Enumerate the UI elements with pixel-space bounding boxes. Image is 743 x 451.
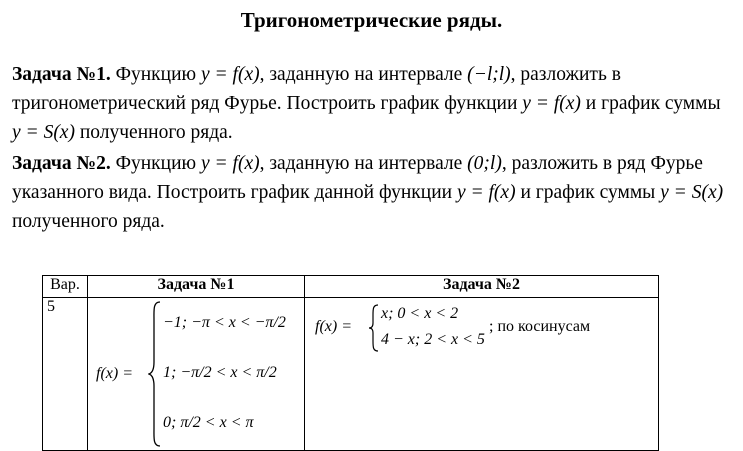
task-2-suffix: ; по косинусам — [489, 318, 591, 335]
formula-y-f-x: y = f(x) — [200, 153, 260, 174]
task-2-text — [12, 149, 734, 236]
task-1-part-4: и график суммы — [580, 93, 721, 114]
formula-y-f-x: y = f(x) — [522, 93, 581, 114]
task-2-part-1: Функцию — [110, 153, 201, 174]
header-task-1: Задача №1 — [88, 276, 305, 298]
task-2-lhs: f(x) = — [315, 318, 352, 335]
left-brace-icon — [148, 300, 162, 448]
interval-minus-l-l: (−l;l) — [467, 64, 511, 85]
task-2-label: Задача №2. — [12, 153, 111, 174]
left-brace-icon — [368, 303, 380, 353]
task-1-lhs: f(x) = — [96, 365, 133, 382]
task-1-part-3: , разложить в тригонометрический ряд Фурье. Построить график функции — [12, 64, 621, 114]
task-1-case-3: 0; π/2 < x < π — [163, 414, 254, 431]
task-2-part-5: полученного ряда. — [12, 211, 165, 232]
formula-y-f-x: y = f(x) — [456, 182, 516, 203]
variants-table — [42, 275, 659, 451]
formula-y-s-x: y = S(x) — [660, 182, 724, 203]
task-2-part-2: , заданную на интервале — [259, 153, 468, 174]
formula-y-s-x: y = S(x) — [12, 122, 75, 143]
task-1-case-1: −1; −π < x < −π/2 — [163, 314, 286, 331]
task-1-part-1: Функцию — [110, 64, 201, 85]
task-2-part-3: , разложить в ряд Фурье указанного вида. Построить график данной функции — [12, 153, 703, 203]
header-variant: Вар. — [43, 276, 88, 298]
task-1-part-2: , заданную на интервале — [259, 64, 468, 85]
header-task-2: Задача №2 — [305, 276, 659, 298]
task-2-part-4: и график суммы — [515, 182, 661, 203]
task-2-case-2: 4 − x; 2 < x < 5 — [381, 331, 485, 348]
variant-cell: 5 — [43, 298, 88, 451]
task-1-text — [12, 60, 734, 147]
page-title: Тригонометрические ряды. — [240, 8, 503, 32]
table-header-row — [43, 276, 659, 298]
task-1-case-2: 1; −π/2 < x < π/2 — [163, 364, 277, 381]
interval-0-l: (0;l) — [467, 153, 502, 174]
task-1-part-5: полученного ряда. — [74, 122, 233, 143]
task-1-label: Задача №1. — [12, 64, 111, 85]
task-2-cell — [305, 298, 659, 451]
task-2-case-1: x; 0 < x < 2 — [381, 305, 459, 322]
formula-y-f-x: y = f(x) — [200, 64, 260, 85]
